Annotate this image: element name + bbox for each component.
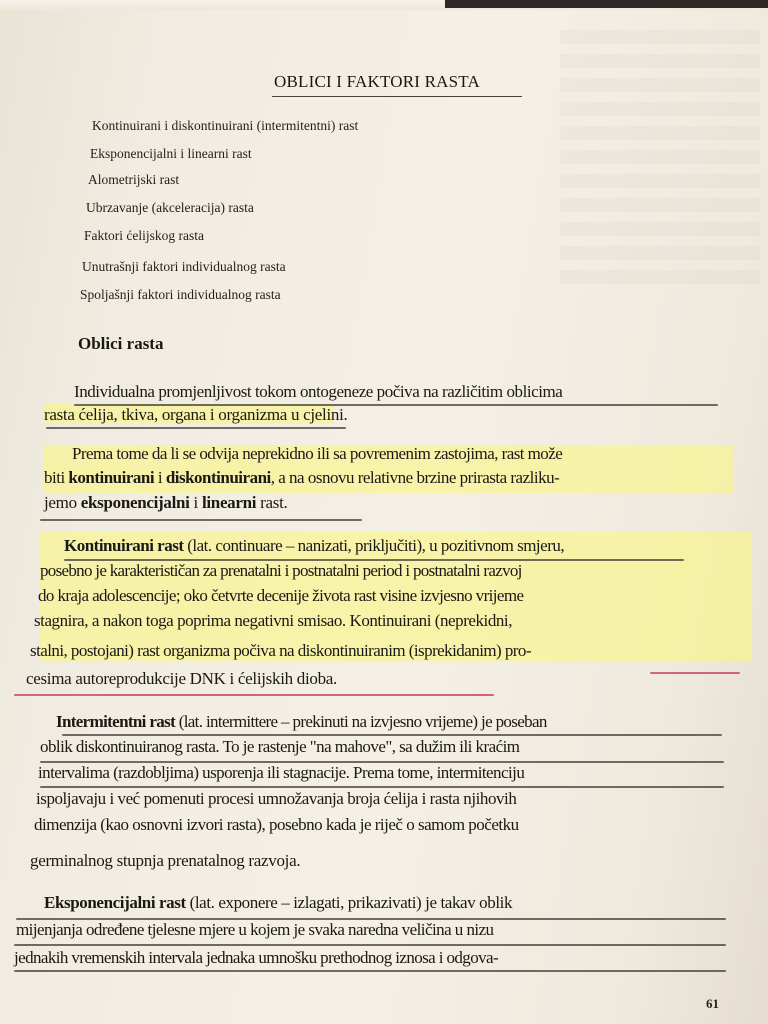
text-line: Prema tome da li se odvija neprekidno ili sa povremenim zastojima, rast može	[72, 444, 563, 463]
text-line: cesima autoreprodukcije DNK i ćelijskih dioba.	[26, 669, 337, 688]
page-number: 61	[706, 996, 719, 1011]
show-through-text	[560, 30, 760, 290]
pencil-underline	[40, 519, 362, 521]
outline-item: Ubrzavanje (akceleracija) rasta	[86, 200, 254, 215]
text-line: Kontinuirani rast (lat. continuare – nanizati, priključiti), u pozitivnom smjeru,	[64, 536, 565, 555]
outline-item: Alometrijski rast	[88, 172, 180, 187]
text-line: Individualna promjenljivost tokom ontogeneze počiva na različitim oblicima	[74, 382, 563, 401]
text-line: mijenjanja određene tjelesne mjere u kojem je svaka naredna veličina u nizu	[16, 920, 494, 939]
text-line: do kraja adolescencije; oko četvrte decenije života rast visine izvjesno vrijeme	[38, 586, 524, 605]
text-line: Intermitentni rast (lat. intermittere – prekinuti na izvjesno vrijeme) je poseban	[56, 712, 547, 731]
title-underline	[272, 96, 522, 97]
text-line: Eksponencijalni rast (lat. exponere – izlagati, prikazivati) je takav oblik	[44, 893, 513, 912]
text-line: jednakih vremenskih intervala jednaka umnošku prethodnog iznosa i odgova-	[14, 948, 499, 967]
text-line: ispoljavaju i već pomenuti procesi umnožavanja broja ćelija i rasta njihovih	[36, 789, 517, 808]
text-line: jemo eksponencijalni i linearni rast.	[44, 493, 288, 512]
outline-item: Kontinuirani i diskontinuirani (intermitentni) rast	[92, 118, 359, 133]
pencil-underline	[14, 970, 726, 972]
chapter-title: OBLICI I FAKTORI RASTA	[274, 72, 480, 91]
section-heading: Oblici rasta	[78, 334, 164, 353]
text-line: posebno je karakterističan za prenatalni i postnatalni period i postnatalni razvoj	[40, 561, 522, 580]
outline-item: Spoljašnji faktori individualnog rasta	[80, 287, 281, 302]
red-underline	[650, 672, 740, 674]
text-line: dimenzija (kao osnovni izvori rasta), posebno kada je riječ o samom početku	[34, 815, 519, 834]
text-line: intervalima (razdobljima) usporenja ili stagnacije. Prema tome, intermitenciju	[38, 763, 525, 782]
text-line: biti kontinuirani i diskontinuirani, a na osnovu relativne brzine prirasta razliku-	[44, 468, 560, 487]
outline-item: Faktori ćelijskog rasta	[84, 228, 204, 243]
text-line: stagnira, a nakon toga poprima negativni smisao. Kontinuirani (neprekidni,	[34, 611, 512, 630]
text-line: germinalnog stupnja prenatalnog razvoja.	[30, 851, 301, 870]
pencil-underline	[46, 427, 346, 429]
outline-item: Unutrašnji faktori individualnog rasta	[82, 259, 286, 274]
outline-item: Eksponencijalni i linearni rast	[90, 146, 252, 161]
binding-shadow	[445, 0, 768, 8]
text-line: oblik diskontinuiranog rasta. To je rastenje "na mahove", sa dužim ili kraćim	[40, 737, 520, 756]
red-underline	[14, 694, 494, 696]
pencil-underline	[14, 944, 726, 946]
text-line: rasta ćelija, tkiva, organa i organizma u cjelini.	[44, 405, 348, 424]
text-line: stalni, postojani) rast organizma počiva na diskontinuiranim (isprekidanim) pro-	[30, 641, 531, 660]
